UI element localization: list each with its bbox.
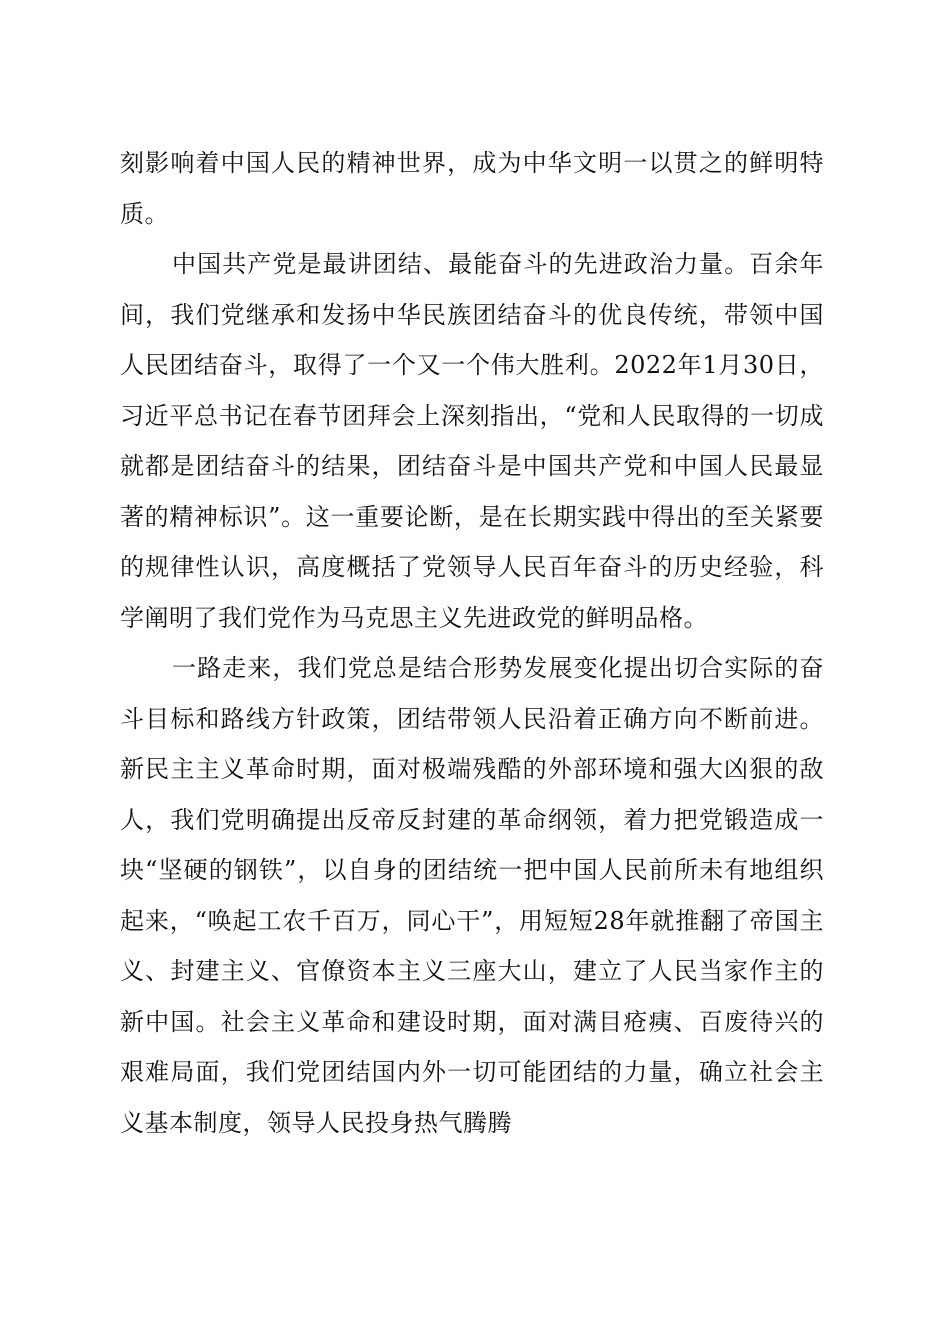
body-text [120, 138, 824, 1148]
paragraph-continued: 刻影响着中国人民的精神世界，成为中华文明一以贯之的鲜明特质。 [120, 149, 824, 228]
paragraph: 中国共产党是最讲团结、最能奋斗的先进政治力量。百余年间，我们党继承和发扬中华民族团结奋斗的优良传统，带领中国人民团结奋斗，取得了一个又一个伟大胜利。2022年1月30日，习近平总书记在春节团拜会上深刻指出，“党和人民取得的一切成就都是团结奋斗的结果，团结奋斗是中国共产党和中国人民最显著的精神标识”。这一重要论断，是在长期实践中得出的至关紧要的规律性认识，高度概括了党领导人民百年奋斗的历史经验，科学阐明了我们党作为马克思主义先进政党的鲜明品格。 [120, 250, 824, 632]
paragraph: 一路走来，我们党总是结合形势发展变化提出切合实际的奋斗目标和路线方针政策，团结带领人民沿着正确方向不断前进。新民主主义革命时期，面对极端残酷的外部环境和强大凶狠的敌人，我们党明确提出反帝反封建的革命纲领，着力把党锻造成一块“坚硬的钢铁”，以自身的团结统一把中国人民前所未有地组织起来，“唤起工农千百万，同心干”，用短短28年就推翻了帝国主义、封建主义、官僚资本主义三座大山，建立了人民当家作主的新中国。社会主义革命和建设时期，面对满目疮痍、百废待兴的艰难局面，我们党团结国内外一切可能团结的力量，确立社会主义基本制度，领导人民投身热气腾腾 [120, 654, 824, 1137]
